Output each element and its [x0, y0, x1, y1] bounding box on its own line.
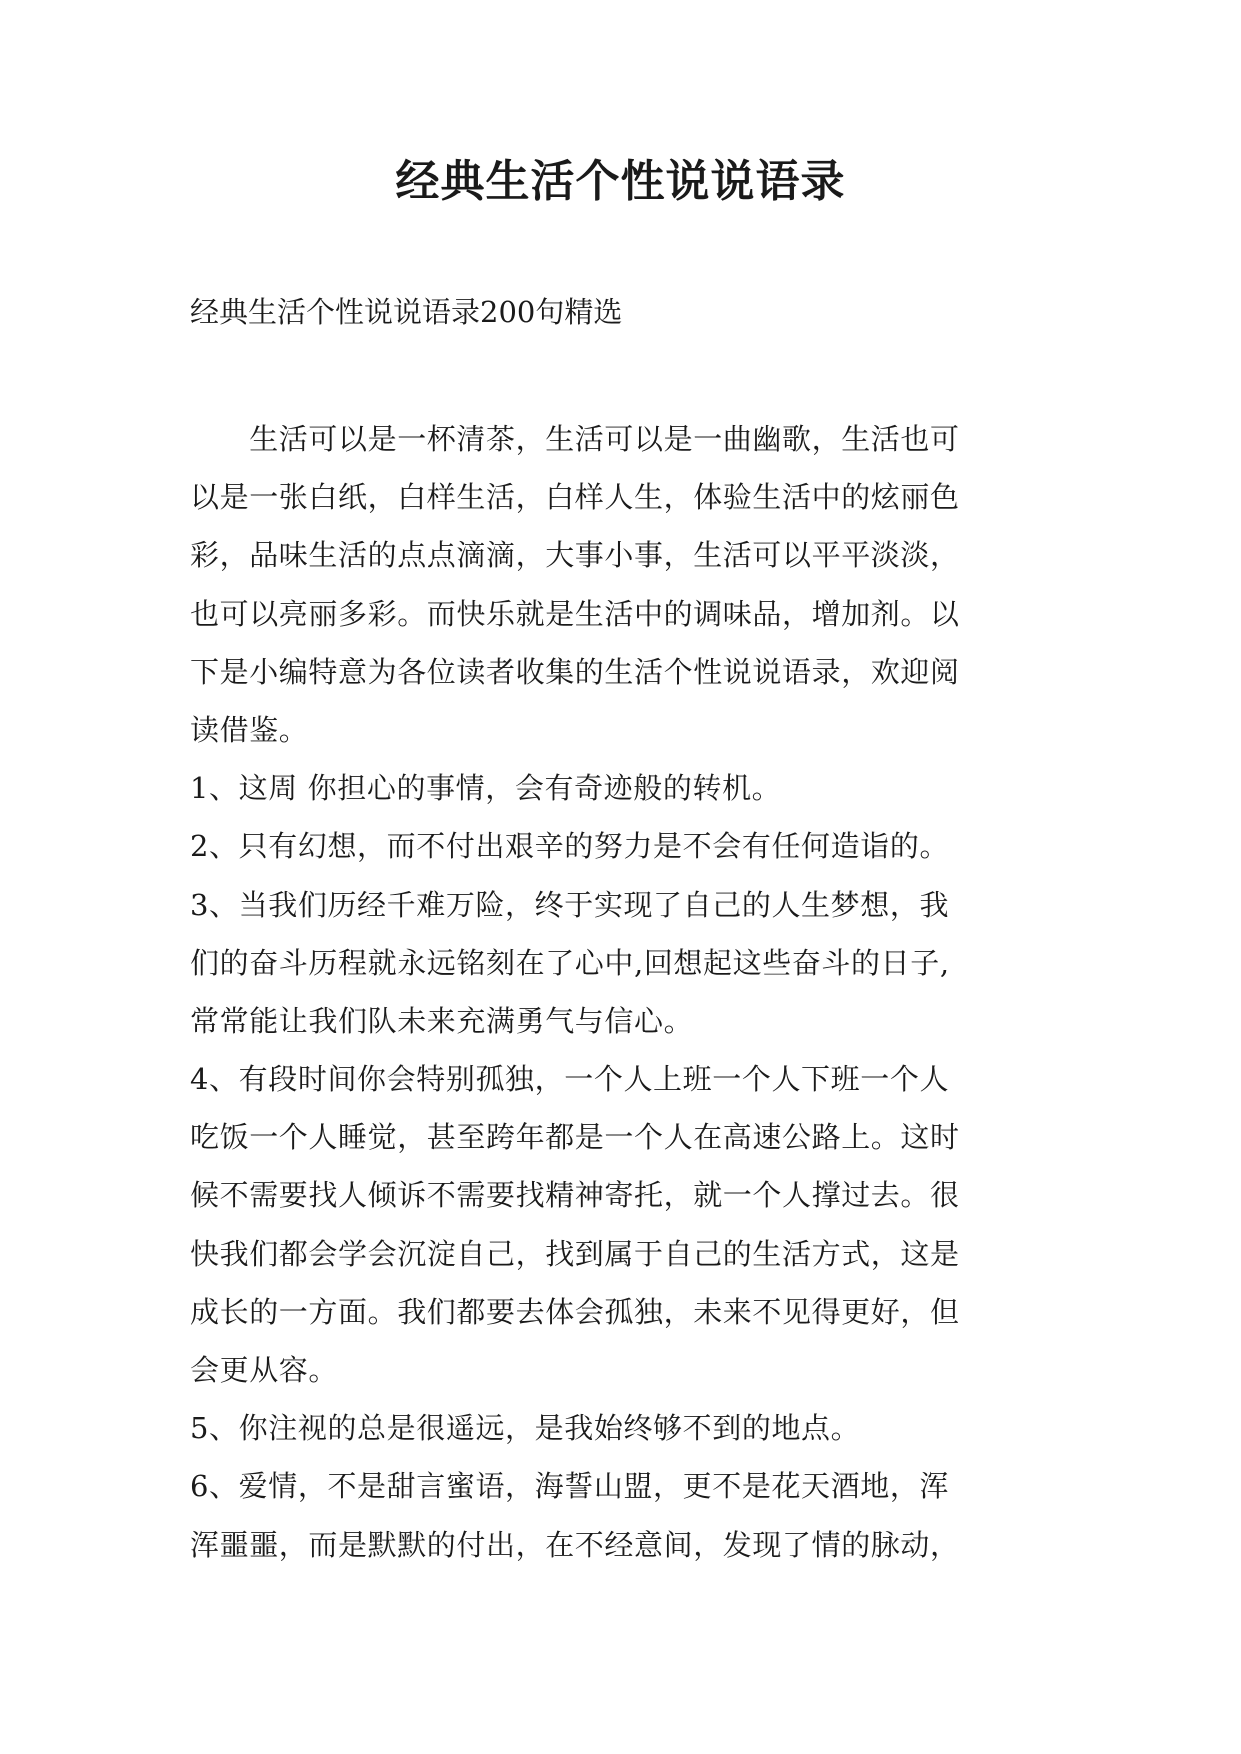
body-text-line: 浑噩噩，而是默默的付出，在不经意间，发现了情的脉动，	[190, 1527, 960, 1562]
document-subtitle: 经典生活个性说说语录200句精选	[190, 295, 623, 329]
body-text-line: 候不需要找人倾诉不需要找精神寄托，就一个人撑过去。很	[190, 1178, 960, 1213]
body-text-line: 6、爱情，不是甜言蜜语，海誓山盟，更不是花天酒地，浑	[190, 1469, 950, 1504]
body-text-line: 3、当我们历经千难万险，终于实现了自己的人生梦想，我	[190, 887, 950, 922]
body-text-line: 读借鉴。	[190, 712, 309, 747]
body-text-line: 快我们都会学会沉淀自己，找到属于自己的生活方式，这是	[190, 1236, 960, 1271]
body-text-line: 5、你注视的总是很遥远，是我始终够不到的地点。	[190, 1411, 861, 1446]
body-text-line: 以是一张白纸，白样生活，白样人生，体验生活中的炫丽色	[190, 480, 960, 515]
body-text-line: 吃饭一个人睡觉，甚至跨年都是一个人在高速公路上。这时	[190, 1120, 960, 1155]
body-text-line: 成长的一方面。我们都要去体会孤独，未来不见得更好，但	[190, 1294, 960, 1329]
body-text-line: 常常能让我们队未来充满勇气与信心。	[190, 1003, 694, 1038]
body-text-line: 2、只有幻想，而不付出艰辛的努力是不会有任何造诣的。	[190, 829, 950, 864]
document-title: 经典生活个性说说语录	[395, 156, 846, 207]
body-text-line: 下是小编特意为各位读者收集的生活个性说说语录，欢迎阅	[190, 654, 960, 689]
body-text-line: 生活可以是一杯清茶，生活可以是一曲幽歌，生活也可	[190, 422, 960, 456]
body-text-line: 们的奋斗历程就永远铭刻在了心中,回想起这些奋斗的日子,	[190, 945, 950, 980]
body-text-line: 也可以亮丽多彩。而快乐就是生活中的调味品，增加剂。以	[190, 596, 960, 631]
document-body	[190, 410, 1050, 1574]
body-text-line: 1、这周 你担心的事情，会有奇迹般的转机。	[190, 771, 782, 806]
body-text-line: 会更从容。	[190, 1353, 339, 1387]
body-text-line: 4、有段时间你会特别孤独，一个人上班一个人下班一个人	[190, 1062, 950, 1097]
body-text-line: 彩，品味生活的点点滴滴，大事小事，生活可以平平淡淡，	[190, 538, 960, 573]
